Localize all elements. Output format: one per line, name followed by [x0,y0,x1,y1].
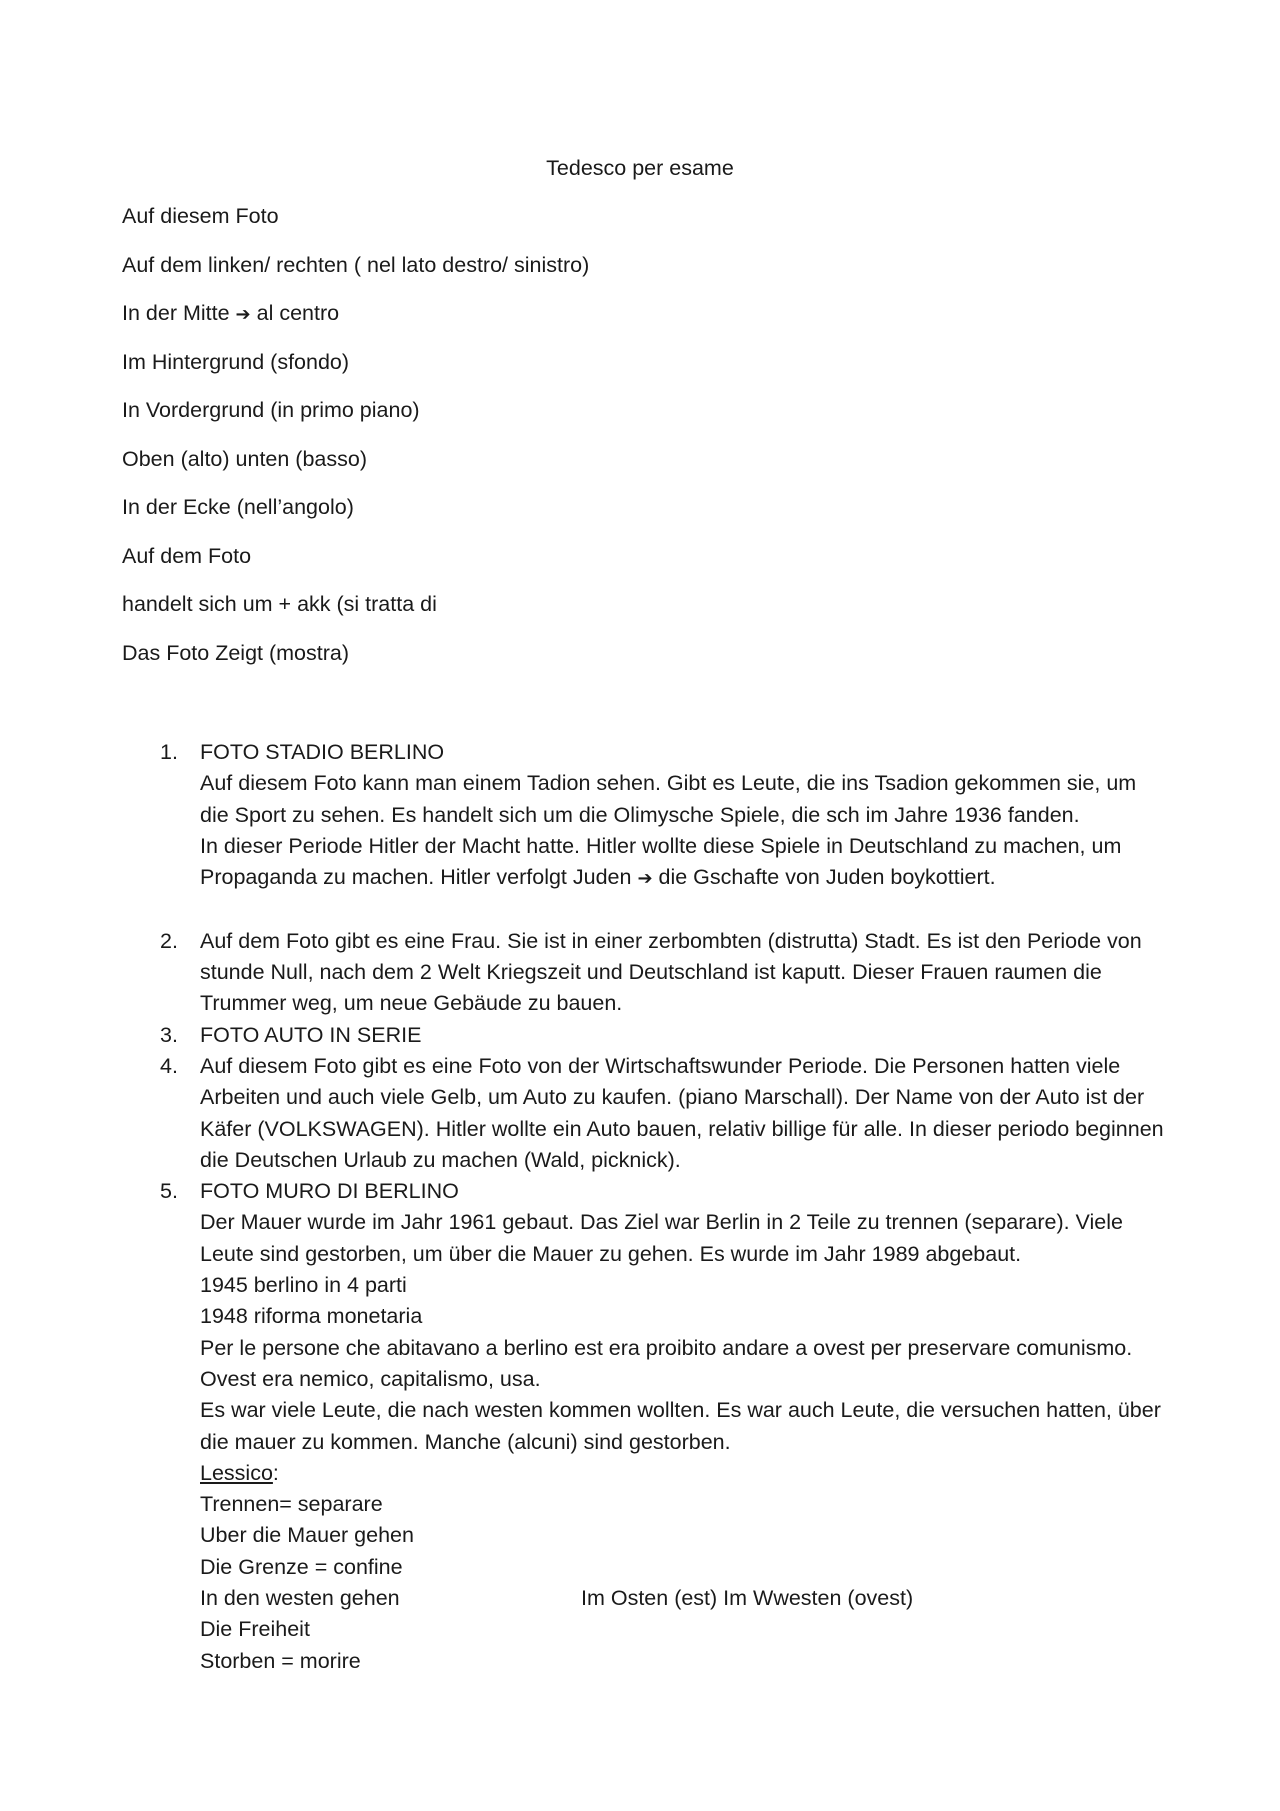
arrow-icon: ➔ [235,304,251,325]
vocab-line: Die Grenze = confine [200,1554,403,1579]
lessico-label: Lessico [200,1460,273,1485]
item-heading: FOTO MURO DI BERLINO [200,1179,459,1204]
item-heading: FOTO AUTO IN SERIE [200,1022,422,1047]
list-number: 2. [160,928,178,953]
intro-phrases [122,202,589,687]
list-item-2 [160,926,1170,1020]
arrow-icon: ➔ [637,868,653,890]
intro-line [122,299,589,348]
vocab-line: Uber die Mauer gehen [200,1523,414,1548]
item-heading: FOTO STADIO BERLINO [200,740,445,764]
item-line: 1945 berlino in 4 parti [200,1273,407,1298]
intro-line: Oben (alto) unten (basso) [122,446,367,471]
list-item-5 [160,1176,1170,1677]
intro-line-text: In der Mitte [122,301,230,325]
item-paragraph-text: die Gschafte von Juden boykottiert. [658,865,996,890]
item-paragraph: Es war viele Leute, die nach westen kommen wollten. Es war auch Leute, die versuchen hatten, über die mauer zu kommen. Manche (alcuni) sind gestorben. [200,1398,1161,1454]
intro-line: In der Ecke (nell’angolo) [122,495,354,519]
intro-line: Im Hintergrund (sfondo) [122,349,350,374]
intro-line: Das Foto Zeigt (mostra) [122,640,349,665]
item-line: 1948 riforma monetaria [200,1304,423,1329]
list-item-3 [160,1020,1170,1051]
item-paragraph: Auf diesem Foto gibt es eine Foto von der Wirtschaftswunder Periode. Die Personen hatten viele Arbeiten und auch viele Gelb, um Auto zu kaufen. (piano Marschall). Der Name von der Auto ist der Käfer (VOLKSWAGEN). Hitler wollte ein Auto bauen, relativ billige für alle. In dieser periodo beginnen die Deutschen Urlaub zu machen (Wald, picknick). [200,1053,1164,1172]
item-paragraph: Auf diesem Foto kann man einem Tadion sehen. Gibt es Leute, die ins Tsadion gekommen sie, um die Sport zu sehen. Es handelt sich um die Olimysche Spiele, die sch im Jahre 1936 fanden. [200,771,1137,827]
document-title: Tedesco per esame [546,156,734,180]
vocab-line: Trennen= separare [200,1492,383,1517]
list-number: 3. [160,1022,178,1047]
vocab-line: Die Freiheit [200,1617,310,1642]
list-item-1 [160,737,1170,894]
item-paragraph-text: In dieser Periode Hitler der Macht hatte. Hitler wollte diese Spiele in Deutschland zu machen, um Propaganda zu machen. Hitler verfolgt Juden [200,833,1122,890]
intro-line: In Vordergrund (in primo piano) [122,398,420,422]
vocab-right: Im Osten (est) Im Wwesten (ovest) [581,1586,914,1611]
list-spacer [160,894,1170,925]
list-number: 4. [160,1053,178,1078]
lessico-colon: : [272,1460,279,1485]
list-number: 5. [160,1179,178,1204]
numbered-list [160,737,1170,1677]
item-paragraph: Auf dem Foto gibt es eine Frau. Sie ist in einer zerbombten (distrutta) Stadt. Es ist den Periode von stunde Null, nach dem 2 Welt Kriegszeit und Deutschland ist kaputt. Dieser Frauen raumen die Trummer weg, um neue Gebäude zu bauen. [200,928,1142,1016]
lessico-heading [200,1458,1170,1489]
item-paragraph [200,831,1170,895]
intro-line: Auf diesem Foto [122,204,279,228]
item-paragraph: Der Mauer wurde im Jahr 1961 gebaut. Das Ziel war Berlin in 2 Teile zu trennen (separare). Viele Leute sind gestorben, um über die Mauer zu gehen. Es wurde im Jahr 1989 abgebaut. [200,1210,1123,1266]
intro-line: Auf dem linken/ rechten ( nel lato destro/ sinistro) [122,252,590,277]
vocab-left: In den westen gehen [200,1586,400,1611]
list-item-4 [160,1051,1170,1176]
intro-line: handelt sich um + akk (si tratta di [122,592,437,616]
vocab-line: Storben = morire [200,1648,361,1673]
intro-line-suffix: al centro [256,301,340,325]
intro-line: Auf dem Foto [122,543,252,568]
vocab-line [200,1583,1170,1614]
list-number: 1. [160,740,178,764]
item-paragraph: Per le persone che abitavano a berlino est era proibito andare a ovest per preservare comunismo. Ovest era nemico, capitalismo, usa. [200,1335,1133,1391]
